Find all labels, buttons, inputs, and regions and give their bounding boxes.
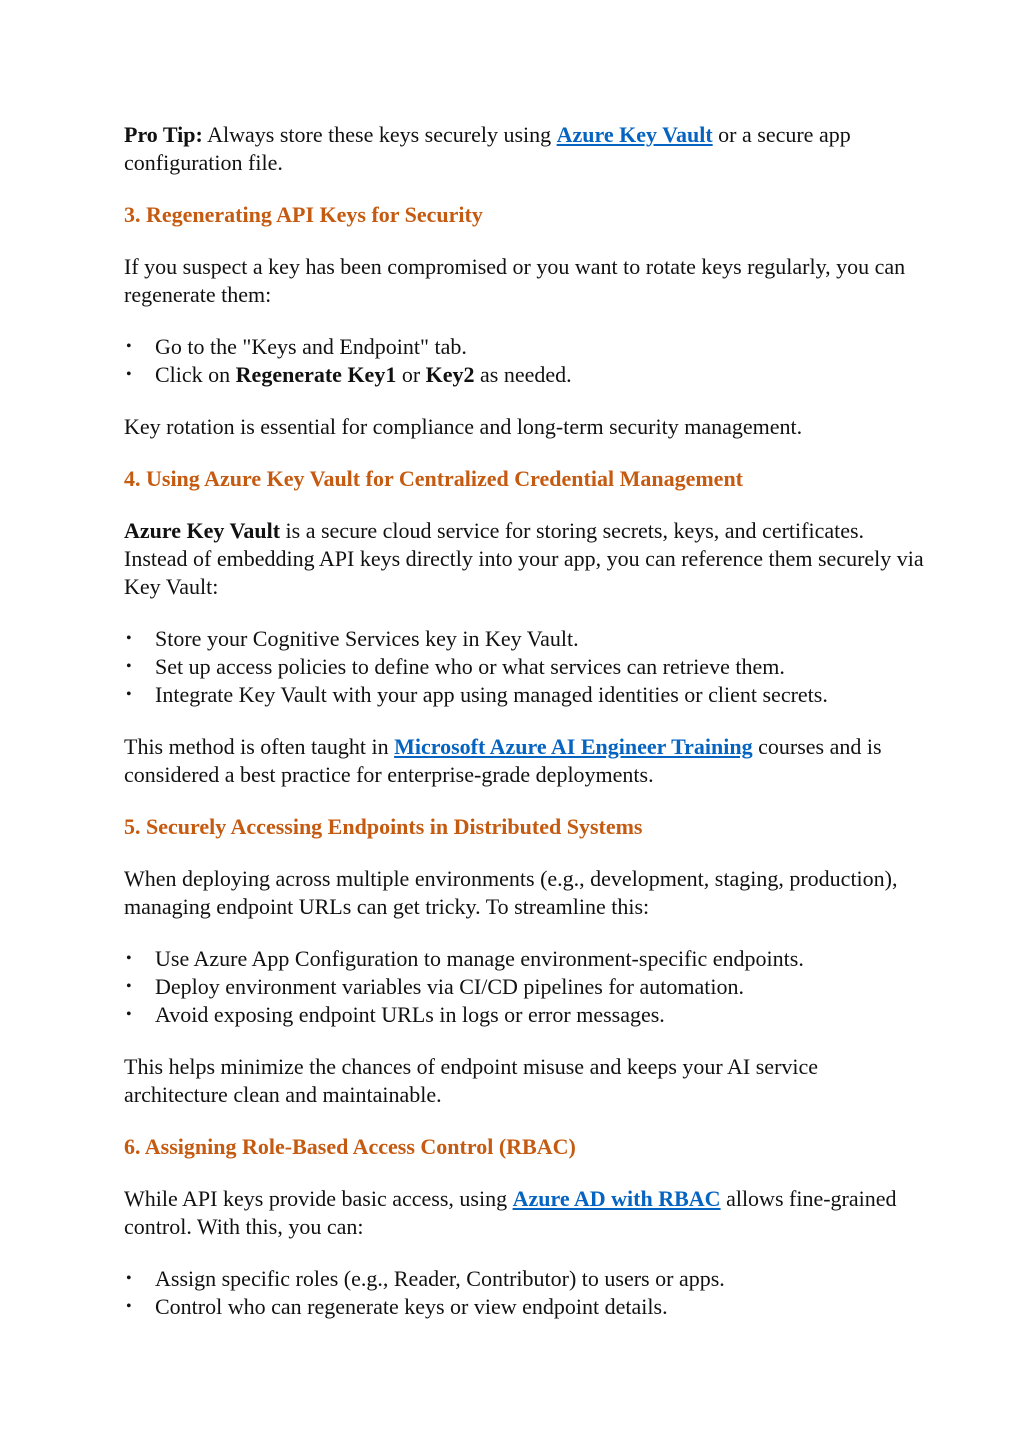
section-6-heading: 6. Assigning Role-Based Access Control (RBAC) [124,1134,576,1159]
list-item [124,973,924,1001]
bullet-icon: • [126,950,132,967]
section-6-list [124,1265,924,1321]
list-item-text: Avoid exposing endpoint URLs in logs or error messages. [155,1002,665,1027]
list-item-bold: Regenerate Key1 [235,362,397,387]
list-item [124,625,924,653]
azure-ai-engineer-training-link[interactable]: Microsoft Azure AI Engineer Training [394,734,753,759]
section-3-intro: If you suspect a key has been compromised or you want to rotate keys regularly, you can regenerate them: [124,254,906,307]
section-4-intro [124,517,924,601]
section-3-outro: Key rotation is essential for compliance and long-term security management. [124,414,803,439]
list-item-bold: Key2 [425,362,475,387]
pro-tip-text: Always store these keys securely using [202,122,557,147]
list-item-text: Deploy environment variables via CI/CD pipelines for automation. [155,974,744,999]
section-3-list [124,333,924,389]
bullet-icon: • [126,978,132,995]
section-3-heading: 3. Regenerating API Keys for Security [124,202,483,227]
list-item [124,1265,924,1293]
section-4-heading: 4. Using Azure Key Vault for Centralized Credential Management [124,466,744,491]
section-6-intro-text: While API keys provide basic access, using [124,1186,513,1211]
list-item [124,1293,924,1321]
azure-key-vault-link[interactable]: Azure Key Vault [556,122,713,147]
bullet-icon: • [126,658,132,675]
list-item [124,653,924,681]
list-item [124,361,924,389]
section-4-outro [124,733,924,789]
pro-tip-text-end: or a secure app configuration file. [124,122,851,175]
section-6-intro [124,1185,924,1241]
list-item [124,333,924,361]
section-4-intro-bold: Azure Key Vault [124,518,281,543]
list-item-text: as needed. [474,362,572,387]
list-item-text: Use Azure App Configuration to manage environment-specific endpoints. [155,946,804,971]
section-5-list [124,945,924,1029]
bullet-icon: • [126,338,132,355]
bullet-icon: • [126,686,132,703]
section-4-outro-text: This method is often taught in [124,734,395,759]
section-4-outro-text-end: courses and is considered a best practice for enterprise-grade deployments. [124,734,882,787]
section-5-heading: 5. Securely Accessing Endpoints in Distributed Systems [124,814,643,839]
bullet-icon: • [126,366,132,383]
pro-tip-paragraph [124,121,924,177]
pro-tip-label: Pro Tip: [124,122,203,147]
list-item [124,1001,924,1029]
list-item [124,945,924,973]
section-5-intro: When deploying across multiple environments (e.g., development, staging, production), managing endpoint URLs can get tricky. To streamline this: [124,866,898,919]
list-item-text: Set up access policies to define who or what services can retrieve them. [155,654,785,679]
section-4-list [124,625,924,709]
list-item-text: Go to the "Keys and Endpoint" tab. [155,334,467,359]
bullet-icon: • [126,1270,132,1287]
list-item-text: Control who can regenerate keys or view endpoint details. [155,1294,668,1319]
list-item-text: Integrate Key Vault with your app using managed identities or client secrets. [155,682,828,707]
section-6-intro-text-end: allows fine-grained control. With this, you can: [124,1186,897,1239]
section-4-intro-text: is a secure cloud service for storing secrets, keys, and certificates. Instead of embedding API keys directly into your app, you can reference them securely via Key Vault: [124,518,924,599]
section-5-outro: This helps minimize the chances of endpoint misuse and keeps your AI service architecture clean and maintainable. [124,1054,819,1107]
list-item-text: Store your Cognitive Services key in Key Vault. [155,626,579,651]
bullet-icon: • [126,1298,132,1315]
list-item-text: Assign specific roles (e.g., Reader, Contributor) to users or apps. [155,1266,725,1291]
bullet-icon: • [126,1006,132,1023]
list-item-text: Click on [155,362,236,387]
list-item-text: or [396,362,426,387]
azure-ad-rbac-link[interactable]: Azure AD with RBAC [512,1186,721,1211]
list-item [124,681,924,709]
bullet-icon: • [126,630,132,647]
